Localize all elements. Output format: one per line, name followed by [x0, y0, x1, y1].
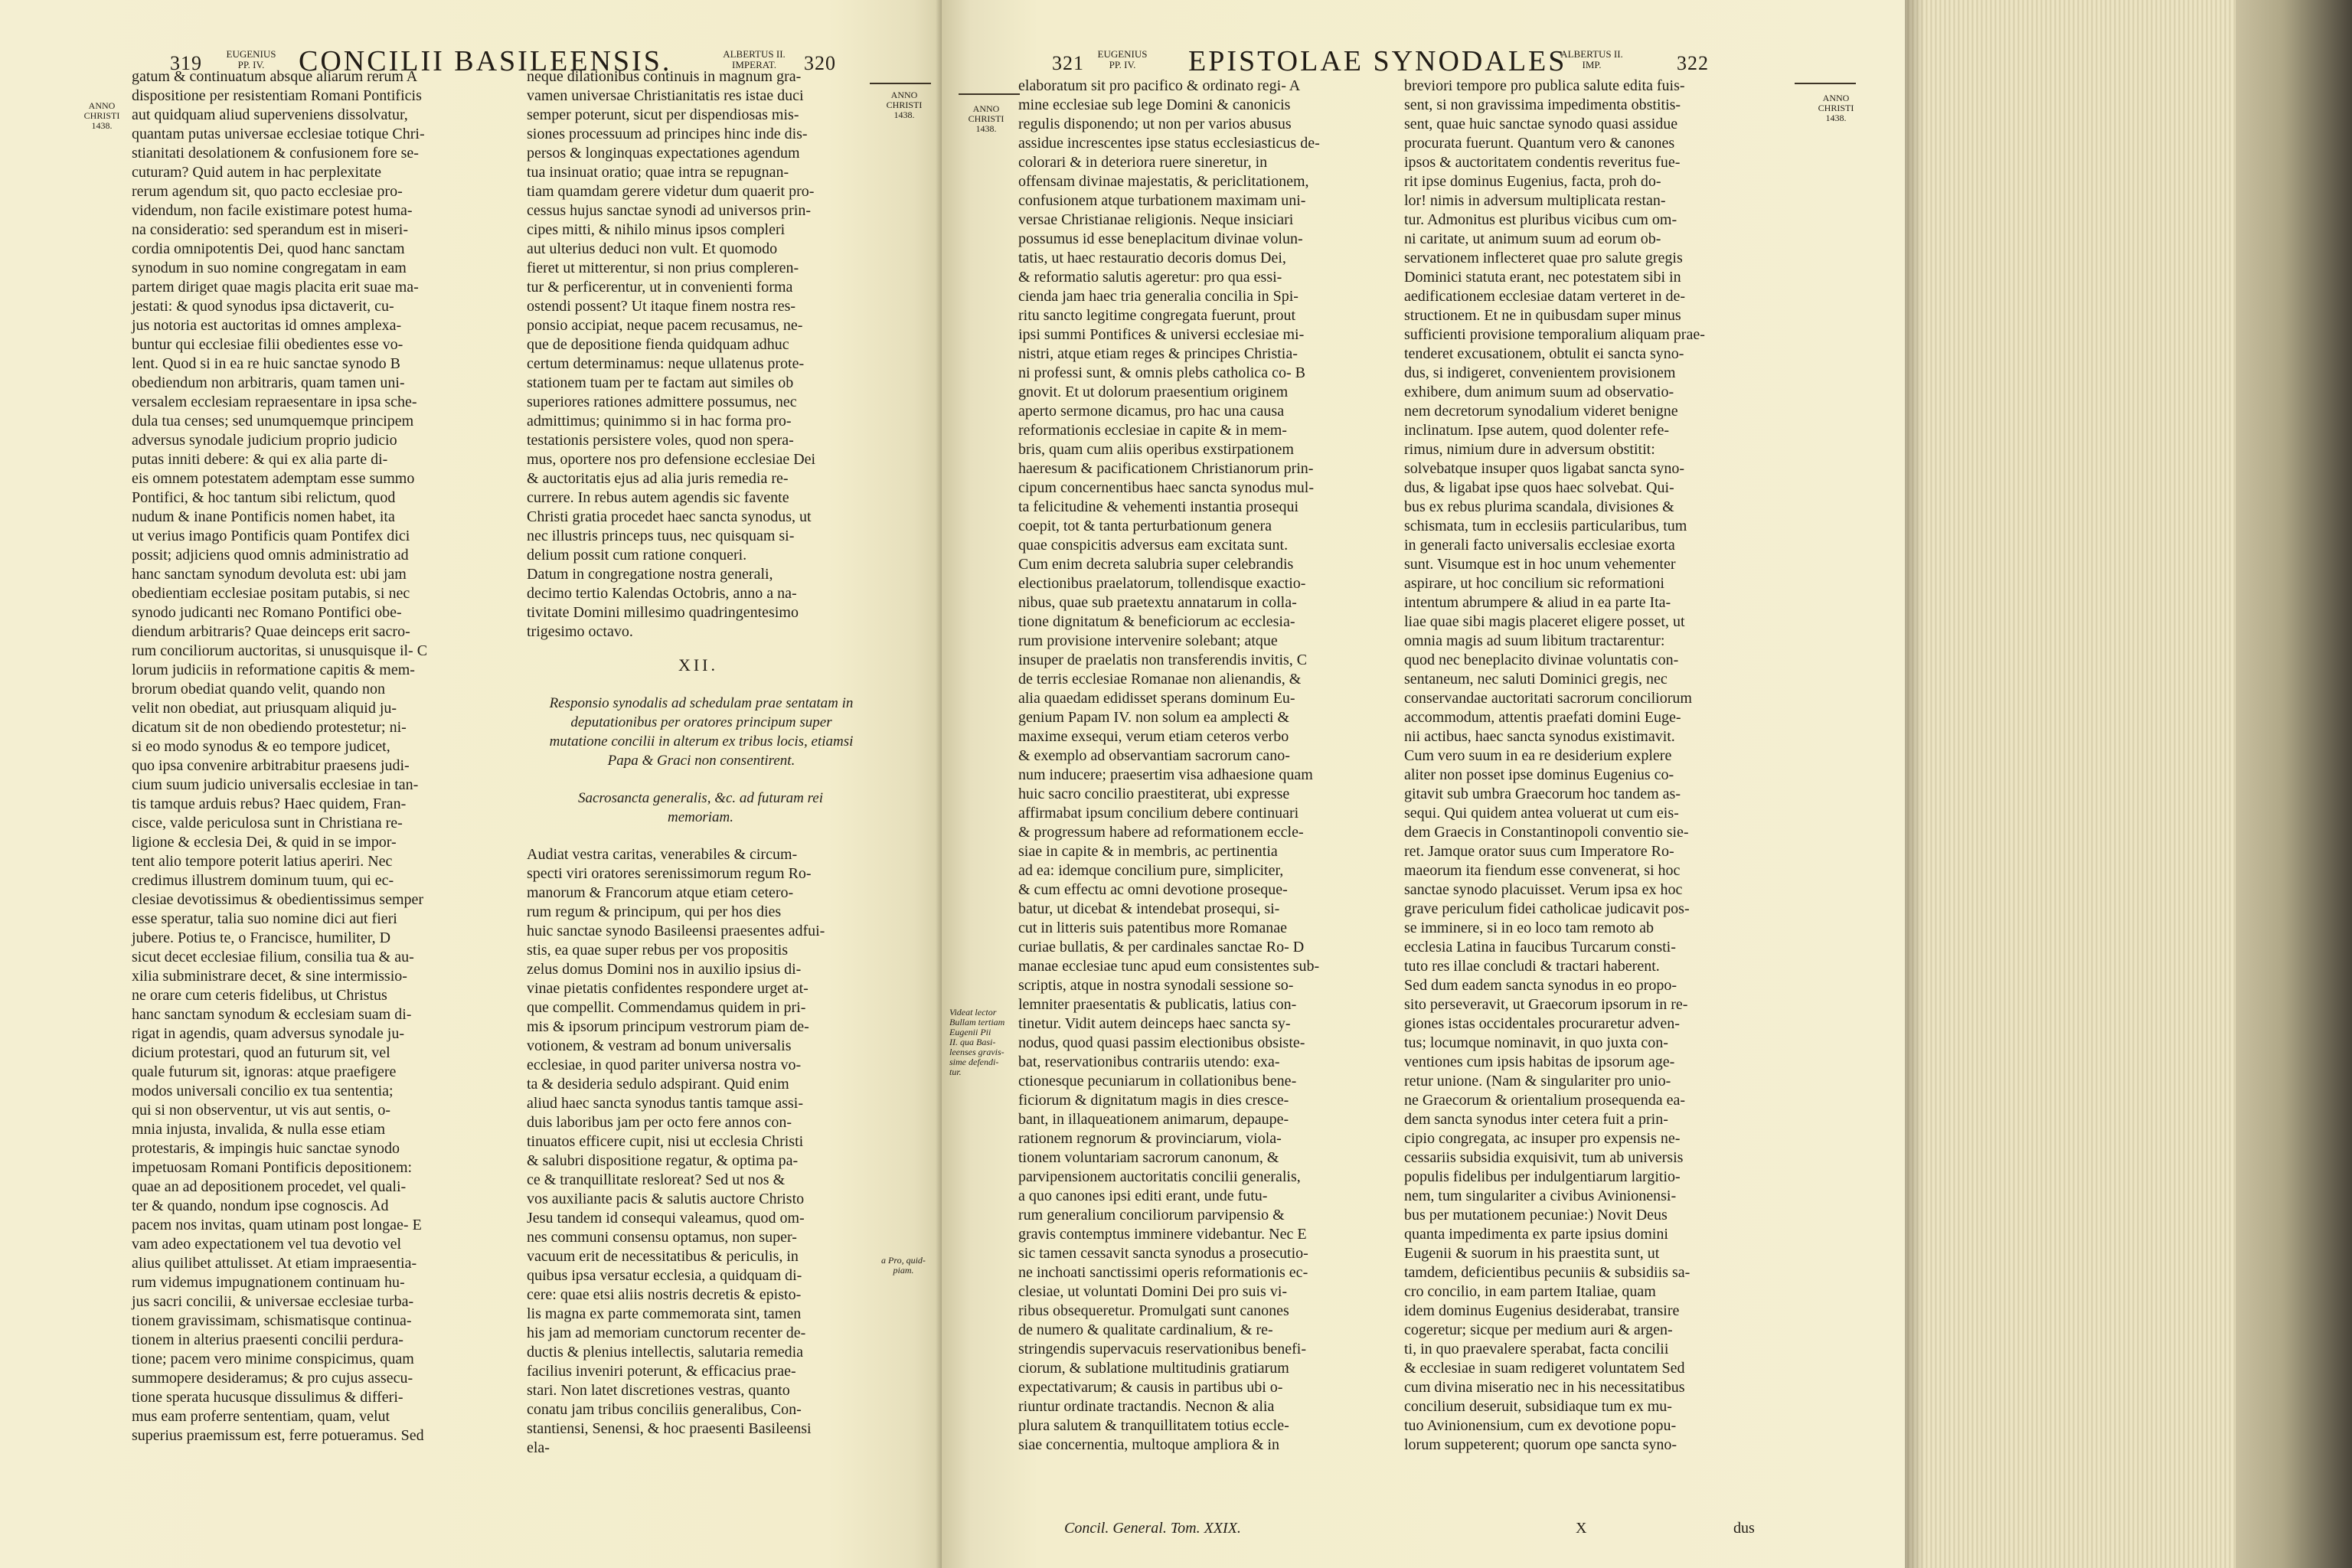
page-number-319: 319: [170, 52, 202, 74]
page-stack-shadow: [1905, 0, 1925, 1568]
right-column-2: breviori tempore pro publica salute edita fuis- sent, si non gravissima impedimenta obstitis- sent, quae huic sanctae synodo quasi assidue procurata fuerunt. Quantum vero & canones ipsos & auctoritatem condentis reveritus fue- rit ipse dominus Eugenius, facta, proh do- lor! nimis in adversum multiplicata restan- tur. Admonitus est pluribus vicibus cum om- ni caritate, ut animum suum ad eorum ob- servationem inflecteret quae pro salute gregis Dominici statuta erant, nec potestatem sibi in aedificationem ecclesiae datam verteret in de- structionem. Et ne in quibusdam super minus sufficienti provisione temporalium aliquam prae- tenderet excusationem, obtulit ei sancta syno- dus, si indigeret, convenientem provisionem exhibere, dum animum suum ad observatio- nem decretorum synodalium videret benigne inclinatum. Ipse autem, quod dolenter refe- rimus, nimium dure in adversum obstitit: solvebatque insuper quos ligabat sancta syno- dus, & ligabat ipse quos haec solvebat. Qui- bus ex rebus plurima scandala, divisiones & schismata, tum in ecclesiis particularibus, tum in generali facto universalis ecclesiae exorta sunt. Visumque est in hoc unum vehementer aspirare, ut hoc concilium sic reformationi intentum abrumpere & aliud in ea parte Ita- liae quae sibi magis placeret eligere posset, ut omnia magis ad suum libitum tractarentur: quod nec beneplacito divinae voluntatis con- sentaneum, nec saluti Dominici gregis, nec conservandae auctoritati sacrorum conciliorum accommodum, attentis praefati domini Euge- nii actibus, haec sancta synodus existimavit. Cum vero suum in ea re desiderium explere aliter non posset ipse dominus Eugenius co- gitavit sub umbra Graecorum hoc tandem as- sequi. Qui quidem antea voluerat ut cum eis- dem Graecis in Constantinopoli conventio sie- ret. Jamque orator suus cum Imperatore Ro- maeorum ita fiendum esse convenerat, si hoc sanctae synodo placuisset. Verum ipsa ex hoc grave periculum fidei catholicae judicavit pos- se imminere, si in eo loco tam remoto ab ecclesia Latina in faucibus Turcarum consti- tuto res illae concludi & tractari haberent. Sed dum eadem sancta synodus in eo propo- sito perseveravit, ut Graecorum ipsorum in re- giones istas occidentales procuraretur adven- tus; locumque nominavit, in quo juxta con- ventiones cum ipsis habitas de ipsorum age- retur unione. (Nam & singulariter pro unio- ne Graecorum & orientalium prosequenda ea- dem sancta synodus inter cetera fuit a prin- cipio congregata, ac insuper pro expensis ne- cessariis subsidia exquisivit, tum ab universis populis fidelibus per indulgentiarum largitio- nem, tum singulariter a civibus Avinionensi- bus per mutationem pecuniae:) Novit Deus quanta impedimenta ex parte ipsius domini Eugenii & suorum in his praestita sunt, ut tamdem, deficientibus pecuniis & subsidiis sa- cro concilio, in eam partem Italiae, quam idem dominus Eugenius desiderabat, transire cogeretur; sicque per medium auri & argen- ti, in quo praevalere sperabat, facta concilii & ecclesiae in suam redigeret voluntatem Sed cum divina miseratio nec in his necessitatibus concilium deseruit, subsidiaque tum ex mu- tuo Avinionensium, cum ex devotione popu- lorum suppeterent; quorum ope sancta syno-: [1404, 77, 1705, 1453]
left-margin-anno: ANNO CHRISTI 1438.: [83, 100, 120, 131]
section-salutation: Sacrosancta generalis, &c. ad futuram rei memoriam.: [578, 790, 823, 825]
emperor-label: ALBERTUS II. IMPERAT.: [723, 48, 786, 70]
emperor-label-right: ALBERTUS II. IMP.: [1560, 48, 1623, 70]
page-title-right: EPISTOLAE SYNODALES: [1188, 45, 1567, 77]
footer-signature: X: [1576, 1520, 1587, 1537]
footer-catchword: dus: [1733, 1520, 1755, 1537]
page-number-322: 322: [1677, 52, 1709, 74]
page-title-left: CONCILII BASILEENSIS.: [299, 45, 672, 77]
right-page: [942, 0, 1905, 1568]
right-inner-margin-anno: ANNO CHRISTI 1438.: [968, 103, 1004, 134]
background-edge: [2236, 0, 2352, 1568]
left-column-2-body: Audiat vestra caritas, venerabiles & circum- specti viri oratores serenissimorum regum Ro- manorum & Francorum atque etiam cetero- rum regum & principum, qui per hos dies huic sanctae synodo Basileensi praesentes adfui- stis, ea quae super rebus per vos propositis zelus domus Domini nos in auxilio ipsius di- vinae pietatis confidentes respondere urget at- que compellit. Commendamus quidem in pri- mis & ipsorum principum vestrorum piam de- votionem, & vestram ad bonum universalis ecclesiae, in quod pariter universa nostra vo- ta & desideria sedulo adspirant. Quid enim aliud haec sancta synodus tantis tamque assi- duis laboribus jam per octo fere annos con- tinuatos efficere cupit, nisi ut ecclesia Christi & salubri dispositione regatur, & optima pa- ce & tranquillitate resloreat? Sed ut nos & vos auxiliante pacis & salutis auctore Christo Jesu tandem id consequi valeamus, quod om- nes communi consensu optamus, non super- vacuum erit de necessitatibus & periculis, in quibus ipsa versatur ecclesia, a quidquam di- cere: quae etsi aliis nostris decretis & episto- lis magna ex parte commemorata sint, tamen his jam ad memoriam cunctorum recenter de- ductis & plenius intellectis, salutaria remedia facilius inveniri poterunt, & efficacius prae- stari. Non latet discretiones vestras, quanto conatu jam tribus conciliis generalibus, Con- stantiensi, Senensi, & hoc praesenti Basileensi ela-: [527, 846, 825, 1456]
right-outer-margin-anno: ANNO CHRISTI 1438.: [1818, 93, 1854, 123]
section-heading: Responsio synodalis ad schedulam prae sentatam in deputationibus per oratores principum super mutatione concilii in alterum ex tribus locis, etiamsi Papa & Graci non consentirent.: [549, 695, 854, 769]
pope-label: EUGENIUS PP. IV.: [226, 48, 276, 70]
right-side-note: Videat lector Bullam tertiam Eugenii Pii II. qua Basi- leenses gravis- sime defendi- tur.: [949, 1007, 1005, 1077]
section-number: XII.: [678, 655, 719, 675]
right-column-1: elaboratum sit pro pacifico & ordinato regi- A mine ecclesiae sub lege Domini & canonicis regulis disponendo; ut non per varios abusus assidue increscentes ipse status ecclesiasticus de- colorari & in deteriora ruere sineretur, in offensam divinae majestatis, & periclitationem, confusionem atque turbationem maximam uni- versae Christianae religionis. Neque insiciari possumus id esse beneplacitum divinae volun- tatis, ut haec restauratio decoris domus Dei, & reformatio salutis ageretur: pro qua essi- cienda jam haec tria generalia concilia in Spi- ritu sancto legitime congregata fuerunt, prout ipsi summi Pontifices & universi ecclesiae mi- nistri, atque etiam reges & principes Christia- ni professi sunt, & omnis plebs catholica co- B gnovit. Et ut dolorum praesentium originem aperto sermone dicamus, pro hac una causa reformationis ecclesiae in capite & in mem- bris, quam cum aliis operibus exstirpationem haeresum & pacificationem Christianorum prin- cipum concernentibus haec sancta synodus mul- ta felicitudine & vehementi instantia prosequi coepit, tot & tanta perturbationum genera quae conspicitis adversus eam excitata sunt. Cum enim decreta salubria super celebrandis electionibus praelatorum, tollendisque exactio- nibus, quae sub praetextu annatarum in colla- tione dignitatum & beneficiorum ac ecclesia- rum provisione intervenire solebant; atque insuper de praelatis non transferendis invitis, C de terris ecclesiae Romanae non alienandis, & alia quaedam edidisset sperans dominum Eu- genium Papam IV. non solum ea amplecti & maxime exsequi, verum etiam ceteros verbo & exemplo ad observantiam sacrorum cano- num inducere; praesertim visa adhaesione quam huic sacro concilio praestiterat, ubi expresse affirmabat ipsum concilium debere continuari & progressum habere ad reformationem eccle- siae in capite & in membris, ac pertinentia ad ea: idemque concilium pure, simpliciter, & cum effectu ac omni devotione proseque- batur, ut dicebat & intendebat prosequi, si- cut in litteris suis patentibus more Romanae curiae bullatis, & per cardinales sanctae Ro- D manae ecclesiae tunc apud eum consistentes sub- scriptis, atque in nostra synodali sessione so- lemniter praesentatis & publicatis, latius con- tinetur. Vidit autem deinceps haec sancta sy- nodus, quod quasi passim electionibus obsiste- bat, reservationibus contrariis utendo: exa- ctionesque pecuniarum in collationibus bene- ficiorum & dignitatum magis in dies cresce- bant, in illaqueationem animarum, depaupe- rationem regnorum & provinciarum, viola- tionem voluntariam sacrorum canonum, & parvipensionem auctoritatis concilii generalis, a quo canones ipsi editi erant, unde futu- rum generalium conciliorum parvipensio & gravis contemptus imminere videbantur. Nec E sic tamen cessavit sancta synodus a prosecutio- ne inchoati sanctissimi operis reformationis ec- clesiae, ut voluntati Domini Dei pro suis vi- ribus obsequeretur. Promulgati sunt canones de numero & qualitate cardinalium, & re- stringendis supervacuis reservationibus benefi- ciorum, & sublatione multitudinis gratiarum expectativarum; & causis in partibus ubi o- riuntur ordinate tractandis. Necnon & alia plura salutem & tranquillitatem totius eccle- siae concernentia, multoque ampliora & in: [1018, 77, 1320, 1453]
right-inner-margin-rule: [959, 93, 1020, 95]
left-side-note: a Pro, quid- piam.: [881, 1255, 926, 1276]
page-number-320: 320: [804, 52, 836, 74]
page-number-321: 321: [1052, 52, 1084, 74]
footer-volume: Concil. General. Tom. XXIX.: [1064, 1520, 1241, 1537]
left-column-1: gatum & continuatum absque aliarum rerum A dispositione per resistentiam Romani Pontificis aut quidquam aliud superveniens dissolvatur, quantam putas universae ecclesiae totique Chri- stianitati desolationem & confusionem fore se- cuturam? Quid autem in hac perplexitate rerum agendum sit, quo pacto ecclesiae pro- videndum, non facile existimare potest huma- na consideratio: sed sperandum est in miseri- cordia omnipotentis Dei, quod hanc sanctam synodum in suo nomine congregatam in eam partem diriget quae magis placita erit suae ma- jestati: & quod synodus ipsa dictaverit, cu- jus notoria est auctoritas id omnes amplexa- buntur qui ecclesiae filii obedientes esse vo- lent. Quod si in ea re huic sanctae synodo B obediendum non arbitraris, quam tamen uni- versalem ecclesiam repraesentare in ipsa sche- dula tua censes; sed unumquemque principem adversus synodale judicium proprio judicio putas inniti debere: & qui ex alia parte di- eis omnem potestatem ademptam esse summo Pontifici, & hoc tantum sibi relictum, quod nudum & inane Pontificis nomen habet, ita ut verius imago Pontificis quam Pontifex dici possit; adjiciens quod omnis administratio ad hanc sanctam synodum devoluta est: ubi jam obedientiam ecclesiae positam putabis, si nec synodo judicanti nec Romano Pontifici obe- diendum arbitraris? Quae deinceps erit sacro- rum conciliorum auctoritas, si unusquisque il- C lorum judiciis in reformatione capitis & mem- brorum obediat quando velit, quando non velit non obediat, aut priusquam aliquid ju- dicatum sit de non obediendo protestetur; ni- si eo modo synodus & eo tempore judicet, quo ipsa convenire arbitrabitur praesens judi- cium suum judicio universalis ecclesiae in tan- tis tamque arduis rebus? Haec quidem, Fran- cisce, valde periculosa sunt in Christiana re- ligione & ecclesia Dei, & quid in se impor- tent alio tempore poterit latius aperiri. Nec credimus illustrem dominum tuum, qui ec- clesiae devotissimus & obedientissimus semper esse speratur, talia suo nomine dici aut fieri jubere. Potius te, o Francisce, humiliter, D sicut decet ecclesiae filium, consilia tua & au- xilia subministrare decet, & sine intermissio- ne orare cum ceteris fidelibus, ut Christus hanc sanctam synodum & ecclesiam suam di- rigat in agendis, quam adversus synodale ju- dicium protestari, quod an futurum sit, vel quale futurum sit, ignoras: atque praefigere modos universali concilio ex tua sententia; qui si non observentur, ut vis aut sentis, o- mnia injusta, invalida, & nulla esse etiam protestaris, & impingis huic sanctae synodo impetuosam Romani Pontificis depositionem: quae an ad depositionem procedet, vel quali- ter & quando, nondum ipse cognoscis. Ad pacem nos invitas, quam utinam post longae- E vam adeo expectationem vel tua devotio vel alius quilibet attulisset. At etiam impraesentia- rum videmus impugnationem continuam hu- jus sacri concilii, & universae ecclesiae turba- tionem gravissimam, schismatisque continua- tionem in alterius praesenti concilii perdura- tione; pacem vero minime conspicimus, quam summopere desideramus; & pro cujus assecu- tione sperata hucusque dissulimus & differi- mus eam proferre sententiam, quam, velut superius praemissum est, ferre potueramus. Sed: [132, 68, 428, 1444]
right-outer-margin-rule: [1795, 83, 1856, 84]
inner-margin-anno: ANNO CHRISTI 1438.: [886, 90, 923, 120]
left-page: [0, 0, 942, 1568]
pope-label-right: EUGENIUS PP. IV.: [1097, 48, 1148, 70]
left-column-2: neque dilationibus continuis in magnum gra- vamen universae Christianitatis res istae duci semper poterunt, sicut per dispendiosas mis- siones processuum ad principes hinc inde dis- persos & longinquas expectationes agendum tua insinuat oratio; quae intra se repugnan- tiam quamdam gerere videtur dum quaerit pro- cessus hujus sanctae synodi ad universos prin- cipes mitti, & nihilo minus ipsos compleri aut ulterius deduci non vult. Et quomodo fieret ut mitterentur, si non prius compleren- tur & perficerentur, ut in convenienti forma ostendi possent? Ut itaque finem nostra res- ponsio accipiat, neque pacem recusamus, ne- que de depositione fienda quidquam adhuc certum determinamus: neque ullatenus prote- stationem tuam per te factam aut similes ob superiores rationes admittere possumus, nec admittimus; quinimmo si in hac forma pro- testationis persistere voles, quod non spera- mus, oportere nos pro defensione ecclesiae Dei & auctoritatis ejus ad alia juris remedia re- currere. In rebus autem agendis sic favente Christi gratia procedet haec sancta synodus, ut nec illustris princeps tuus, nec quisquam si- delium possit cum ratione conqueri. Datum in congregatione nostra generali, decimo tertio Kalendas Octobris, anno a na- tivitate Domini millesimo quadringentesimo trigesimo octavo.: [527, 68, 816, 640]
inner-margin-rule: [870, 83, 931, 84]
